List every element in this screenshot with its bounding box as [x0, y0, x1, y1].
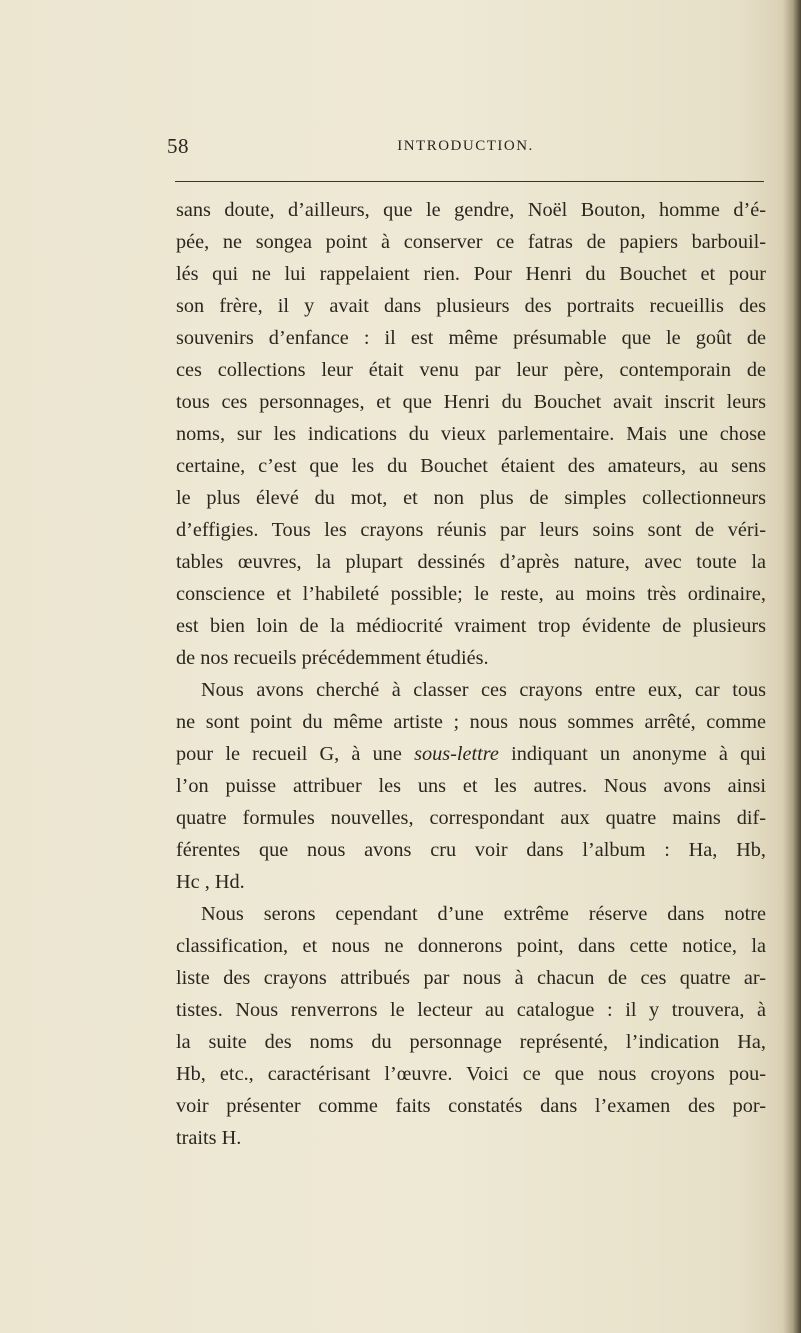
text-line: traits H. — [176, 1127, 242, 1149]
text-line: Hc , Hd. — [176, 871, 245, 893]
text-line: conscience et l’habileté possible; le reste, au moins très ordinaire, — [176, 583, 766, 605]
text-line: Nous avons cherché à classer ces crayons entre eux, car tous — [201, 679, 766, 701]
text-line: son frère, il y avait dans plusieurs des portraits recueillis des — [176, 295, 766, 317]
text-line: ne sont point du même artiste ; nous nous sommes arrêté, comme — [176, 711, 766, 733]
page-number: 58 — [167, 134, 189, 158]
text-line: tables œuvres, la plupart dessinés d’après nature, avec toute la — [176, 551, 766, 573]
text-line: Nous serons cependant d’une extrême réserve dans notre — [201, 903, 766, 925]
text-line: ces collections leur était venu par leur père, contemporain de — [176, 359, 766, 381]
text-line: classification, et nous ne donnerons point, dans cette notice, la — [176, 935, 766, 957]
text-line: est bien loin de la médiocrité vraiment trop évidente de plusieurs — [176, 615, 766, 637]
text-line: tistes. Nous renverrons le lecteur au catalogue : il y trouvera, à — [176, 999, 766, 1021]
body-text — [176, 194, 766, 1154]
italic-term: sous-lettre — [414, 743, 499, 765]
text-segment: pour le recueil G, à une — [176, 743, 415, 765]
text-line: l’on puisse attribuer les uns et les autres. Nous avons ainsi — [176, 775, 766, 797]
text-line: Hb, etc., caractérisant l’œuvre. Voici ce que nous croyons pou- — [176, 1063, 766, 1085]
text-line: d’effigies. Tous les crayons réunis par leurs soins sont de véri- — [176, 519, 766, 541]
text-line: souvenirs d’enfance : il est même présumable que le goût de — [176, 327, 766, 349]
text-line: voir présenter comme faits constatés dans l’examen des por- — [176, 1095, 766, 1117]
running-title: INTRODUCTION. — [397, 138, 534, 154]
text-line: liste des crayons attribués par nous à chacun de ces quatre ar- — [176, 967, 766, 989]
text-line: noms, sur les indications du vieux parlementaire. Mais une chose — [176, 423, 766, 445]
text-line: sans doute, d’ailleurs, que le gendre, Noël Bouton, homme d’é- — [176, 199, 766, 221]
text-line: férentes que nous avons cru voir dans l’album : Ha, Hb, — [176, 839, 766, 861]
text-line: de nos recueils précédemment étudiés. — [176, 647, 489, 669]
text-line: lés qui ne lui rappelaient rien. Pour Henri du Bouchet et pour — [176, 263, 766, 285]
text-line: certaine, c’est que les du Bouchet étaient des amateurs, au sens — [176, 455, 766, 477]
text-line: le plus élevé du mot, et non plus de simples collectionneurs — [176, 487, 766, 509]
text-line — [176, 738, 766, 770]
running-head — [167, 134, 764, 158]
text-line: pée, ne songea point à conserver ce fatras de papiers barbouil- — [176, 231, 766, 253]
text-segment: indiquant un anonyme à qui — [498, 743, 766, 765]
page-edge-shadow — [783, 0, 801, 1333]
text-line: la suite des noms du personnage représenté, l’indication Ha, — [176, 1031, 766, 1053]
text-line: quatre formules nouvelles, correspondant aux quatre mains dif- — [176, 807, 766, 829]
text-line: tous ces personnages, et que Henri du Bouchet avait inscrit leurs — [176, 391, 766, 413]
header-rule — [175, 181, 764, 182]
